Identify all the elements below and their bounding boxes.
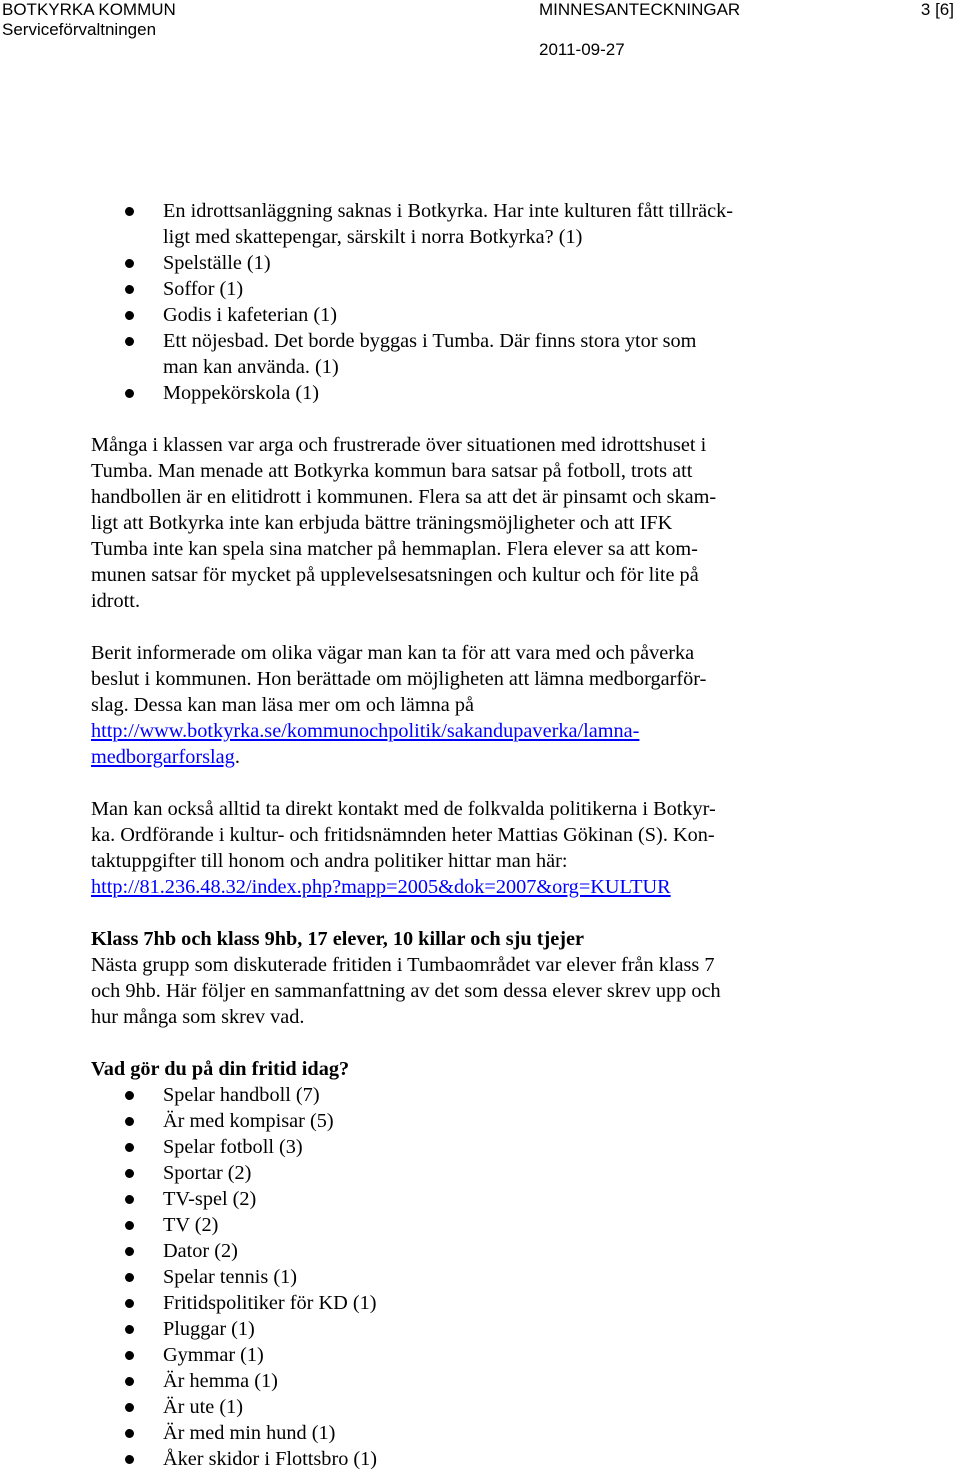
list-item: En idrottsanläggning saknas i Botkyrka. Har inte kulturen fått tillräck- ligt med skattepengar, särskilt i norra Botkyrka? (1) (91, 198, 843, 250)
paragraph-contact-politicians: Man kan också alltid ta direkt kontakt med de folkvalda politikerna i Botkyr- ka. Ordförande i kultur- och fritidsnämnden heter Mattias Gökinan (S). Kon- taktuppgifter till honom och andra politiker hittar man här: http://81.236.48.32/index.php?mapp=2005&dok=2007&org=KULTUR (91, 798, 716, 898)
page-header (0, 0, 960, 70)
list-item: Är med kompisar (5) (91, 1108, 843, 1134)
list-item: Är hemma (1) (91, 1368, 843, 1394)
list-item: Pluggar (1) (91, 1316, 843, 1342)
section-heading: Klass 7hb och klass 9hb, 17 elever, 10 killar och sju tjejer (91, 928, 584, 950)
list-item: Fritidspolitiker för KD (1) (91, 1290, 843, 1316)
paragraph-frustration: Många i klassen var arga och frustrerade över situationen med idrottshuset i Tumba. Man menade att Botkyrka kommun bara satsar på fotboll, trots att handbollen är en elitidrott i kommunen. Flera sa att det är pinsamt och skam- ligt att Botkyrka inte kan erbjuda bättre träningsmöjligheter och att IFK Tumba inte kan spela sina matcher på hemmaplan. Flera elever sa att kom- munen satsar för mycket på upplevelsesatsningen och kultur och för lite på idrott. (91, 434, 717, 612)
list-item: Soffor (1) (91, 276, 843, 302)
list-item: TV (2) (91, 1212, 843, 1238)
list-item: Ett nöjesbad. Det borde byggas i Tumba. Där finns stora ytor som man kan använda. (1) (91, 328, 843, 380)
question-heading: Vad gör du på din fritid idag? (91, 1058, 350, 1080)
document-body (91, 198, 843, 1472)
list-item: Spelar tennis (1) (91, 1264, 843, 1290)
list-item: Moppekörskola (1) (91, 380, 843, 406)
list-item: Godis i kafeterian (1) (91, 302, 843, 328)
link-politician-contacts[interactable]: http://81.236.48.32/index.php?mapp=2005&dok=2007&org=KULTUR (91, 876, 671, 898)
list-item: Är ute (1) (91, 1394, 843, 1420)
list-item: Åker skidor i Flottsbro (1) (91, 1446, 843, 1472)
list-item: Gymmar (1) (91, 1342, 843, 1368)
list-item: Spelar handboll (7) (91, 1082, 843, 1108)
document-type: MINNESANTECKNINGAR (539, 0, 741, 19)
list-item: Dator (2) (91, 1238, 843, 1264)
list-item: Är med min hund (1) (91, 1420, 843, 1446)
bullet-list-wishes (91, 198, 843, 406)
document-date: 2011-09-27 (539, 40, 625, 59)
list-item: TV-spel (2) (91, 1186, 843, 1212)
bullet-list-activities (91, 1082, 843, 1472)
list-item: Spelställe (1) (91, 250, 843, 276)
paragraph-citizen-proposals: Berit informerade om olika vägar man kan ta för att vara med och påverka beslut i kommunen. Hon berättade om möjligheten att lämna medborgarför- slag. Dessa kan man läsa mer om och lämna på http://www.botkyrka.se/kommunochpolitik/sakandupaverka/lamna- medborgarforslag. (91, 642, 707, 768)
list-item: Sportar (2) (91, 1160, 843, 1186)
department-name: Serviceförvaltningen (2, 20, 157, 39)
organization-name: BOTKYRKA KOMMUN (2, 0, 176, 19)
list-item: Spelar fotboll (3) (91, 1134, 843, 1160)
link-medborgarforslag[interactable]: http://www.botkyrka.se/kommunochpolitik/sakandupaverka/lamna- medborgarforslag (91, 720, 640, 768)
page-number: 3 [6] (920, 0, 954, 19)
paragraph-group-intro: Nästa grupp som diskuterade fritiden i Tumbaområdet var elever från klass 7 och 9hb. Här följer en sammanfattning av det som dessa elever skrev upp och hur många som skrev vad. (91, 954, 721, 1028)
